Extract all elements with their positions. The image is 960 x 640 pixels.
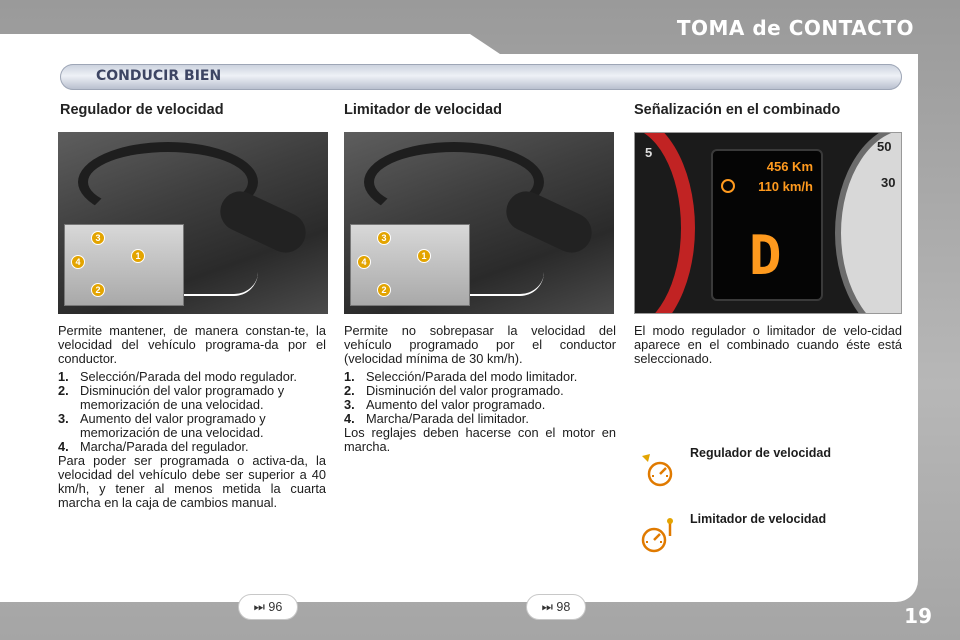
cruise-control-outro: Para poder ser programada o activa-da, la velocidad del vehículo debe ser superior a 40 km/h, y tener al menos metida la cuarta marcha en la caja de cambios manual. xyxy=(58,453,326,510)
instrument-cluster-photo xyxy=(634,132,902,314)
speed-limiter-outro: Los reglajes deben hacerse con el motor en marcha. xyxy=(344,425,616,454)
cruise-control-intro: Permite mantener, de manera constan-te, la velocidad del vehículo programa-da por el conductor. xyxy=(58,323,326,366)
item-number: 1. xyxy=(344,369,355,384)
item-text: Selección/Parada del modo regulador. xyxy=(80,369,297,384)
dial-right-number-mid: 30 xyxy=(881,175,896,190)
page-ref-98-link[interactable]: ⏭ 98 xyxy=(526,594,586,620)
list-item xyxy=(344,398,616,412)
list-item xyxy=(58,440,326,454)
instrument-display-intro: El modo regulador o limitador de velo-cidad aparece en el combinado cuando éste está seleccionado. xyxy=(634,323,902,366)
speed-limiter-list xyxy=(344,370,616,426)
speed-limiter-photo xyxy=(344,132,614,314)
speed-limiter-title: Limitador de velocidad xyxy=(344,102,502,118)
cruise-clock-icon xyxy=(721,179,735,193)
item-text: Marcha/Parada del regulador. xyxy=(80,439,249,454)
badge-4: 4 xyxy=(357,255,371,269)
item-number: 1. xyxy=(58,369,69,384)
cruise-control-icon xyxy=(636,450,676,490)
instrument-display-title: Señalización en el combinado xyxy=(634,102,841,118)
badge-1: 1 xyxy=(417,249,431,263)
set-speed-readout: 110 km/h xyxy=(758,179,813,194)
odometer-readout: 456 Km xyxy=(766,159,813,174)
control-stalk-shape xyxy=(500,185,598,259)
item-number: 2. xyxy=(344,383,355,398)
item-number: 3. xyxy=(58,411,69,426)
control-stalk-shape xyxy=(214,185,312,259)
item-number: 3. xyxy=(344,397,355,412)
speed-limiter-intro: Permite no sobrepasar la velocidad del vehículo programado por el conductor (velocidad mínima de 30 km/h). xyxy=(344,323,616,366)
badge-2: 2 xyxy=(377,283,391,297)
item-number: 4. xyxy=(344,411,355,426)
section-bar xyxy=(60,64,902,90)
item-text: Disminución del valor programado. xyxy=(366,383,564,398)
item-text: Aumento del valor programado y memorización de una velocidad. xyxy=(80,411,266,440)
item-text: Aumento del valor programado. xyxy=(366,397,546,412)
page-ref-96-link[interactable]: ⏭ 96 xyxy=(238,594,298,620)
badge-2: 2 xyxy=(91,283,105,297)
dial-right-number-top: 50 xyxy=(877,139,892,154)
cruise-control-list xyxy=(58,370,326,454)
pointer-arrow xyxy=(178,272,258,296)
list-item xyxy=(58,412,326,440)
speed-limiter-icon xyxy=(636,514,676,554)
pointer-arrow xyxy=(464,272,544,296)
legend-cruise-label: Regulador de velocidad xyxy=(690,446,832,460)
chapter-title: TOMA de CONTACTO xyxy=(676,16,914,40)
gear-indicator: D xyxy=(749,224,782,287)
speedometer-dial xyxy=(835,132,902,314)
page-number: 19 xyxy=(904,604,932,628)
badge-4: 4 xyxy=(71,255,85,269)
badge-3: 3 xyxy=(91,231,105,245)
section-title: CONDUCIR BIEN xyxy=(96,68,222,84)
speed-limiter-text xyxy=(344,324,616,454)
legend-limiter-label: Limitador de velocidad xyxy=(690,512,827,526)
cruise-control-photo xyxy=(58,132,328,314)
dial-left-number: 5 xyxy=(645,145,653,160)
stalk-detail-inset xyxy=(350,224,470,306)
item-number: 4. xyxy=(58,439,69,454)
list-item xyxy=(344,384,616,398)
list-item xyxy=(58,370,326,384)
cruise-control-title: Regulador de velocidad xyxy=(60,102,224,118)
badge-3: 3 xyxy=(377,231,391,245)
tachometer-dial xyxy=(634,132,695,314)
item-text: Selección/Parada del modo limitador. xyxy=(366,369,578,384)
cruise-control-text xyxy=(58,324,326,510)
list-item xyxy=(58,384,326,412)
item-text: Disminución del valor programado y memorización de una velocidad. xyxy=(80,383,285,412)
instrument-display-text xyxy=(634,324,902,366)
stalk-detail-inset xyxy=(64,224,184,306)
list-item xyxy=(344,412,616,426)
list-item xyxy=(344,370,616,384)
item-text: Marcha/Parada del limitador. xyxy=(366,411,529,426)
badge-1: 1 xyxy=(131,249,145,263)
cluster-screen xyxy=(711,149,823,301)
item-number: 2. xyxy=(58,383,69,398)
